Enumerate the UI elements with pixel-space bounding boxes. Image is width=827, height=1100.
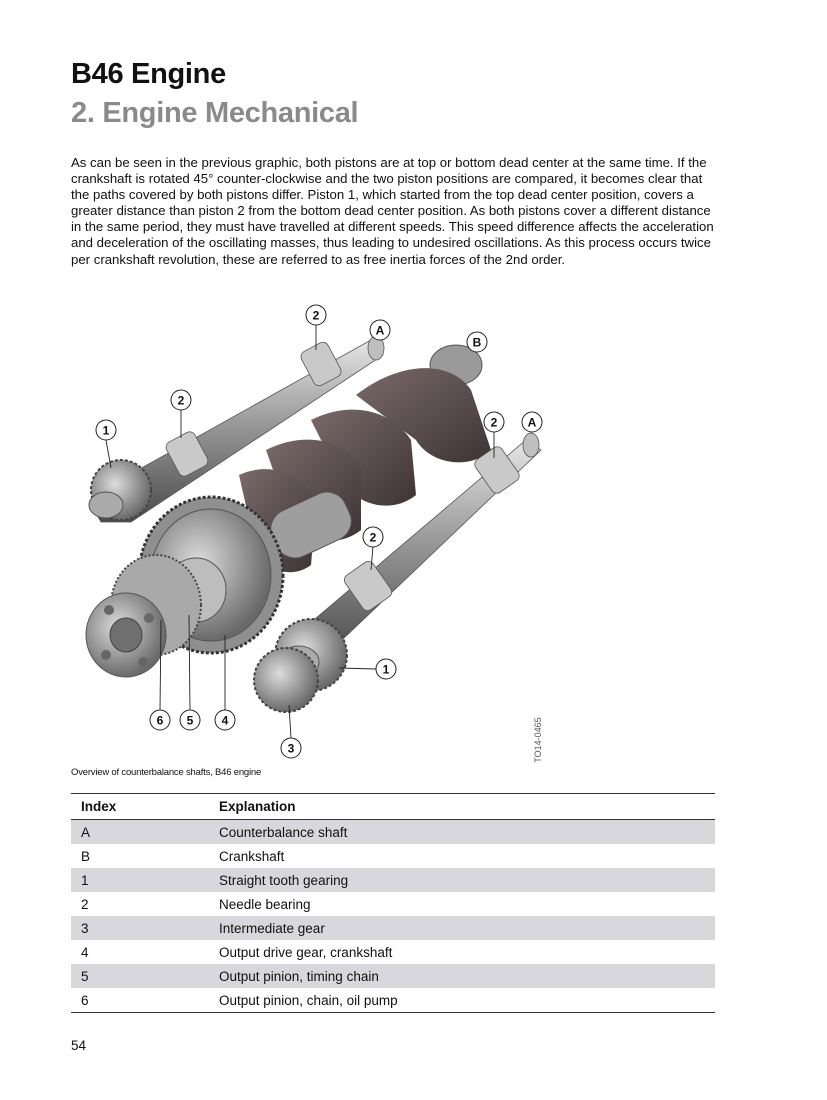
svg-text:A: A <box>375 323 385 338</box>
table-row <box>71 820 715 845</box>
svg-text:2: 2 <box>490 415 498 430</box>
svg-text:3: 3 <box>287 741 295 756</box>
section-subtitle: 2. Engine Mechanical <box>71 97 359 129</box>
explanation-cell: Counterbalance shaft <box>209 820 715 845</box>
index-cell: 3 <box>71 916 209 940</box>
explanation-cell: Straight tooth gearing <box>209 868 715 892</box>
explanation-cell: Output drive gear, crankshaft <box>219 944 393 960</box>
svg-text:A: A <box>527 415 537 430</box>
callout-2-lower <box>363 527 383 547</box>
callout-a-top <box>370 320 390 340</box>
svg-text:5: 5 <box>186 713 194 728</box>
svg-text:2: 2 <box>369 530 377 545</box>
explanation-cell: Needle bearing <box>219 896 311 912</box>
column-header-index: Index <box>71 794 209 820</box>
front-sprocket-hub <box>86 555 201 677</box>
index-cell: B <box>81 848 91 864</box>
explanation-cell: Output pinion, chain, oil pump <box>209 988 715 1013</box>
table-row <box>71 916 715 940</box>
callout-a-right <box>522 412 542 432</box>
index-cell: A <box>71 820 209 845</box>
callout-6 <box>150 710 170 730</box>
table-row <box>71 844 715 868</box>
index-cell: 4 <box>81 944 89 960</box>
intermediate-gear <box>254 648 318 712</box>
index-cell: 2 <box>81 896 89 912</box>
figure-code: TO14-0465 <box>533 717 543 763</box>
figure-caption: Overview of counterbalance shafts, B46 engine <box>71 767 262 778</box>
table-header-row <box>71 794 715 820</box>
table-row <box>71 868 715 892</box>
svg-text:2: 2 <box>312 308 320 323</box>
index-cell: 6 <box>71 988 209 1013</box>
callout-3 <box>281 738 301 758</box>
callout-1-upper <box>96 420 116 440</box>
callout-2-upper-left <box>171 390 191 410</box>
counterbalance-shafts-illustration <box>71 300 581 765</box>
body-paragraph: As can be seen in the previous graphic, both pistons are at top or bottom dead center at the same time. If the crankshaft is rotated 45° counter-clockwise and the two piston positions are compared, it becomes clear that the paths covered by both pistons differ. Piston 1, which started from the top dead center position, covers a greater distance than piston 2 from the bottom dead center position. As both pistons cover a different distance in the same period, they must have travelled at different speeds. This speed difference affects the acceleration and deceleration of the oscillating masses, thus leading to undesired oscillations. As this process occurs twice per crankshaft revolution, these are referred to as free inertia forces of the 2nd order. <box>71 155 714 267</box>
callout-4 <box>215 710 235 730</box>
svg-text:1: 1 <box>102 423 110 438</box>
callout-2-right <box>484 412 504 432</box>
page-title: B46 Engine <box>71 58 226 90</box>
svg-text:6: 6 <box>156 713 164 728</box>
table-row <box>71 988 715 1013</box>
index-cell: 1 <box>71 868 209 892</box>
svg-text:4: 4 <box>221 713 229 728</box>
callout-1-lower <box>376 659 396 679</box>
table-row <box>71 892 715 916</box>
svg-text:2: 2 <box>177 393 185 408</box>
svg-text:B: B <box>472 335 482 350</box>
index-cell: 5 <box>71 964 209 988</box>
svg-text:1: 1 <box>382 662 390 677</box>
callout-5 <box>180 710 200 730</box>
callout-2-top <box>306 305 326 325</box>
page-number: 54 <box>71 1038 87 1053</box>
table-row <box>71 940 715 964</box>
explanation-cell: Intermediate gear <box>209 916 715 940</box>
explanation-cell: Output pinion, timing chain <box>209 964 715 988</box>
explanation-cell: Crankshaft <box>219 848 285 864</box>
legend-table <box>71 793 715 1013</box>
callout-b <box>467 332 487 352</box>
column-header-explanation: Explanation <box>209 794 715 820</box>
table-row <box>71 964 715 988</box>
